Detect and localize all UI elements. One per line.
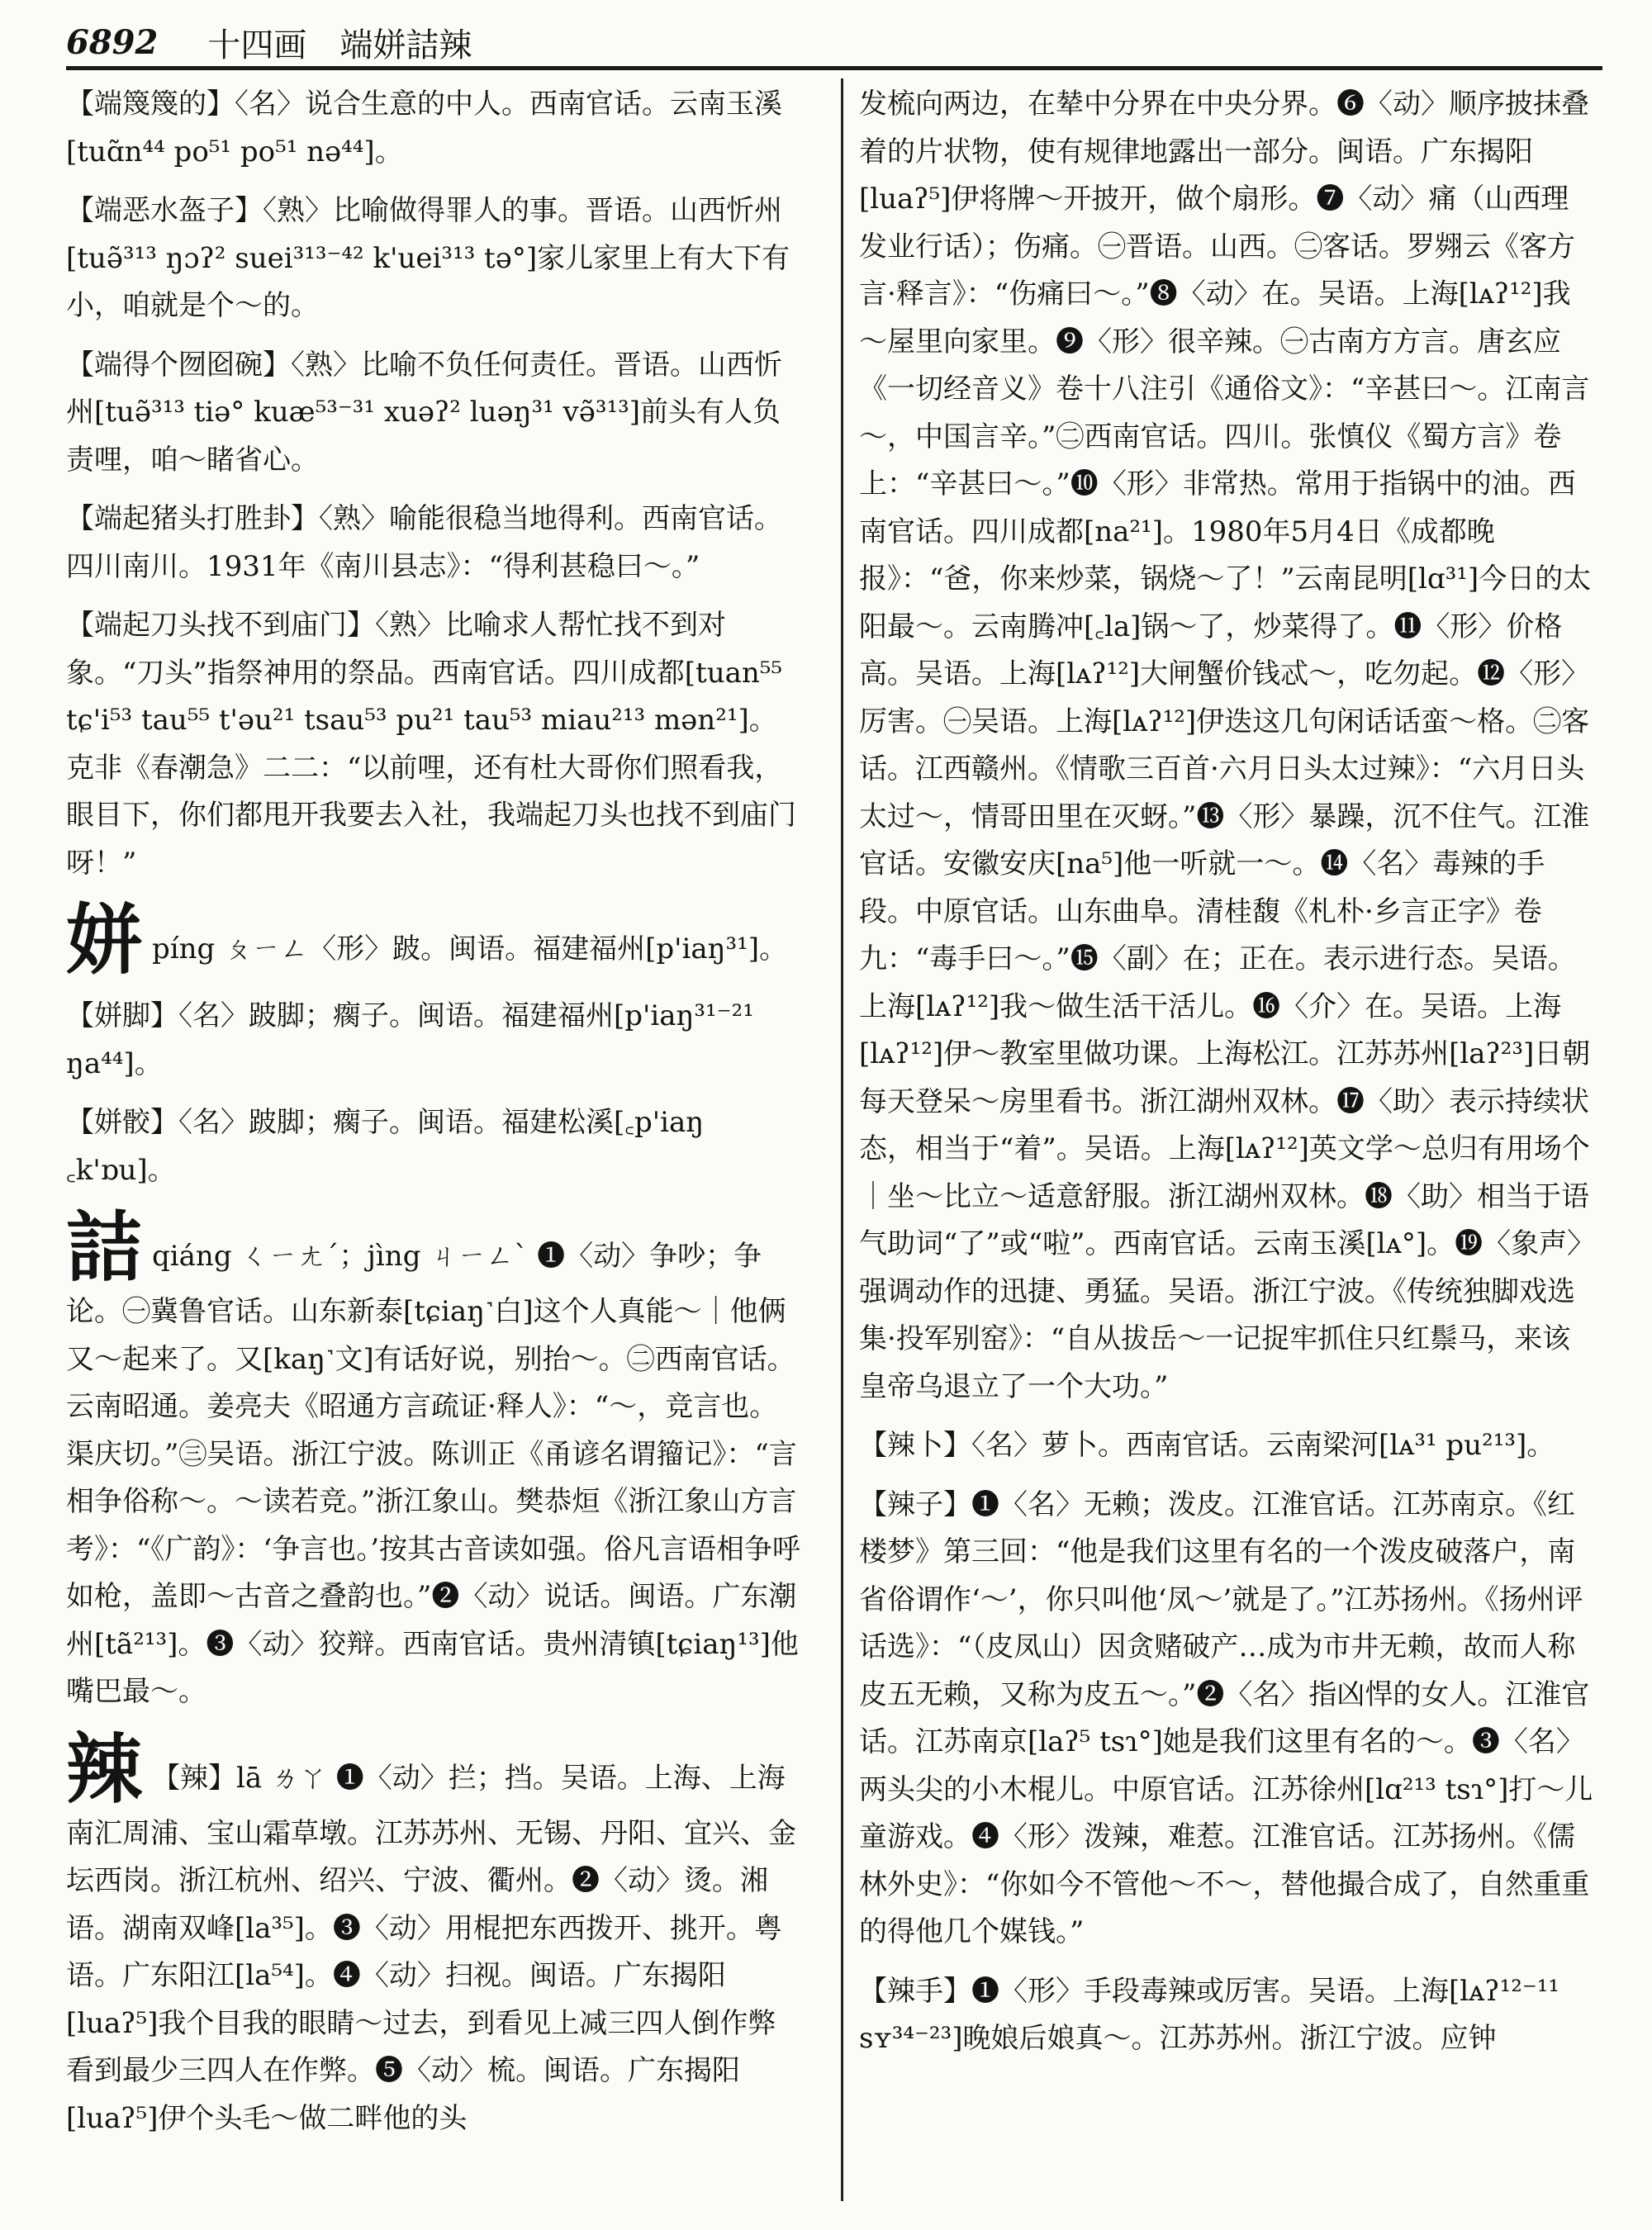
- entry-sub: [66, 1099, 801, 1194]
- entry-text: qiáng ㄑㄧㄤˊ；jìng ㄐㄧㄥˋ ❶〈动〉争吵；争论。㊀冀鲁官话。山东新泰[tɕiaŋ˺白]这个人真能～｜他俩又～起来了。又[kaŋ˺文]有话好说，别抬～。㊁西南官话。云南昭通。姜亮夫《昭通方言疏证·释人》：“～，竞言也。渠庆切。”㊂吴语。浙江宁波。陈训正《甬谚名谓籀记》：“言相争俗称～。～读若竞。”浙江象山。樊恭烜《浙江象山方言考》：“《广韵》：‘争言也。’按其古音读如强。俗凡言语相争呼如枪，盖即～古音之叠韵也。”❷〈动〉说话。闽语。广东潮州[tã²¹³]。❸〈动〉狡辩。西南官话。贵州清镇[tɕiaŋ¹³]他嘴巴最～。: [66, 1240, 800, 1708]
- head-character: 詰: [66, 1203, 143, 1292]
- entry-sub: [66, 342, 801, 485]
- head-character: 姘: [66, 895, 143, 985]
- right-column: [859, 81, 1594, 2212]
- entry-text: 【端起猪头打胜卦】〈熟〉喻能很稳当地得利。西南官话。四川南川。1931年《南川县志》：“得利甚稳曰～。”: [66, 502, 782, 583]
- entry-text: 【姘骹】〈名〉跛脚；瘸子。闽语。福建松溪[꜀p'iaŋ ꜀k'ɒu]。: [66, 1106, 705, 1187]
- entry-text: 【端篾篾的】〈名〉说合生意的中人。西南官话。云南玉溪[tuɑ̃n⁴⁴ po⁵¹ po⁵¹ nə⁴⁴]。: [66, 88, 782, 168]
- entry-sub: [66, 81, 801, 176]
- entry-sub: [859, 1482, 1594, 1957]
- entry-text: 【端起刀头找不到庙门】〈熟〉比喻求人帮忙找不到对象。“刀头”指祭神用的祭品。西南官话。四川成都[tuan⁵⁵ tɕ'i⁵³ tau⁵⁵ t'əu²¹ tsau⁵³ pu²¹ tau⁵³ miau²¹³ mən²¹]。克非《春潮急》二二：“以前哩，还有杜大哥你们照看我，眼目下，你们都甩开我要去入社，我端起刀头也找不到庙门呀！”: [66, 609, 796, 880]
- entry-sub: [859, 1422, 1594, 1470]
- entry-headchar: [66, 895, 801, 985]
- entry-sub: [66, 496, 801, 591]
- entry-sub: [859, 1968, 1594, 2063]
- entry-headchar: [66, 1203, 801, 1716]
- entry-sub: [66, 187, 801, 330]
- column-divider: [841, 78, 843, 2201]
- entry-text: 【端得个囫囵碗】〈熟〉比喻不负任何责任。晋语。山西忻州[tuə̃³¹³ tiə° kuæ⁵³⁻³¹ xuəʔ² luəŋ³¹ və̃³¹³]前头有人负责哩，咱～睹省心。: [66, 348, 782, 477]
- page-header: [66, 18, 1602, 70]
- entry-text: píng ㄆㄧㄥ〈形〉跛。闽语。福建福州[p'iaŋ³¹]。: [152, 932, 788, 966]
- entry-headchar: [66, 1724, 801, 2143]
- entry-sub: [66, 993, 801, 1088]
- entry-text: 【端恶水盔子】〈熟〉比喻做得罪人的事。晋语。山西忻州[tuə̃³¹³ ŋɔʔ² suei³¹³⁻⁴² k'uei³¹³ tə°]家儿家里上有大下有小，咱就是个～的。: [66, 194, 790, 322]
- entry-text: 【辣】lā ㄌㄚ ❶〈动〉拦；挡。吴语。上海、上海南汇周浦、宝山霜草墩。江苏苏州、无锡、丹阳、宜兴、金坛西岗。浙江杭州、绍兴、宁波、衢州。❷〈动〉烫。湘语。湖南双峰[la³⁵]。❸〈动〉用棍把东西拨开、挑开。粤语。广东阳江[la⁵⁴]。❹〈动〉扫视。闽语。广东揭阳[luaʔ⁵]我个目我的眼睛～过去，到看见上减三四人倒作弊看到最少三四人在作弊。❺〈动〉梳。闽语。广东揭阳[luaʔ⁵]伊个头毛～做二畔他的头: [66, 1761, 796, 2135]
- left-column: [66, 81, 801, 2212]
- head-character: 辣: [66, 1724, 143, 1814]
- entry-sub: [66, 602, 801, 887]
- entry-text: 【辣卜】〈名〉萝卜。西南官话。云南梁河[lᴀ³¹ pu²¹³]。: [859, 1429, 1555, 1462]
- entry-text: 【辣子】❶〈名〉无赖；泼皮。江淮官话。江苏南京。《红楼梦》第三回：“他是我们这里有名的一个泼皮破落户，南省俗谓作‘～’，你只叫他‘凤～’就是了。”江苏扬州。《扬州评话选》：“（皮凤山）因贪赌破产…成为市井无赖，故而人称皮五无赖，又称为皮五～。”❷〈名〉指凶悍的女人。江淮官话。江苏南京[laʔ⁵ tsɿ°]她是我们这里有名的～。❸〈名〉两头尖的小木棍儿。中原官话。江苏徐州[lɑ²¹³ tsɿ°]打～儿童游戏。❹〈形〉泼辣，难惹。江淮官话。江苏扬州。《儒林外史》：“你如今不管他～不～，替他撮合成了，自然重重的得他几个媒钱。”: [859, 1487, 1593, 1948]
- entry-text: 发梳向两边，在辇中分界在中央分界。❻〈动〉顺序披抹叠着的片状物，使有规律地露出一部分。闽语。广东揭阳[luaʔ⁵]伊将牌～开披开，做个扇形。❼〈动〉痛（山西理发业行话）；伤痛。㊀晋语。山西。㊁客话。罗翙云《客方言·释言》：“伤痛曰～。”❽〈动〉在。吴语。上海[lᴀʔ¹²]我～屋里向家里。❾〈形〉很辛辣。㊀古南方方言。唐玄应《一切经音义》卷十八注引《通俗文》：“辛甚曰～。江南言～，中国言辛。”㊁西南官话。四川。张慎仪《蜀方言》卷上：“辛甚曰～。”❿〈形〉非常热。常用于指锅中的油。西南官话。四川成都[na²¹]。1980年5月4日《成都晚报》：“爸，你来炒菜，锅烧～了！”云南昆明[lɑ³¹]今日的太阳最～。云南腾冲[꜀la]锅～了，炒菜得了。⓫〈形〉价格高。吴语。上海[lᴀʔ¹²]大闸蟹价钱忒～，吃勿起。⓬〈形〉厉害。㊀吴语。上海[lᴀʔ¹²]伊迭这几句闲话话蛮～格。㊁客话。江西赣州。《情歌三百首·六月日头太过辣》：“六月日头太过～，情哥田里在灭蚜。”⓭〈形〉暴躁，沉不住气。江淮官话。安徽安庆[na⁵]他一听就一～。⓮〈名〉毒辣的手段。中原官话。山东曲阜。清桂馥《札朴·乡言正字》卷九：“毒手曰～。”⓯〈副〉在；正在。表示进行态。吴语。上海[lᴀʔ¹²]我～做生活干活儿。⓰〈介〉在。吴语。上海[lᴀʔ¹²]伊～教室里做功课。上海松江。江苏苏州[laʔ²³]日朝每天登呆～房里看书。浙江湖州双林。⓱〈助〉表示持续状态，相当于“着”。吴语。上海[lᴀʔ¹²]英文学～总归有用场个｜坐～比立～适意舒服。浙江湖州双林。⓲〈助〉相当于语气助词“了”或“啦”。西南官话。云南玉溪[lᴀ°]。⓳〈象声〉强调动作的迅捷、勇猛。吴语。浙江宁波。《传统独脚戏选集·投军别窑》：“自从拔岳～一记捉牢抓住只红鬃马，来该皇帝乌退立了一个大功。”: [859, 88, 1592, 1403]
- entry-text: 【辣手】❶〈形〉手段毒辣或厉害。吴语。上海[lᴀʔ¹²⁻¹¹ sʏ³⁴⁻²³]晚娘后娘真～。江苏苏州。浙江宁波。应钟: [859, 1974, 1560, 2055]
- entry-text: 【姘脚】〈名〉跛脚；瘸子。闽语。福建福州[p'iaŋ³¹⁻²¹ ŋa⁴⁴]。: [66, 999, 754, 1080]
- page-number: 6892: [66, 22, 159, 62]
- entry-continuation: [859, 81, 1594, 1411]
- page-running-title: 十四画 端姘詰辣: [207, 26, 472, 64]
